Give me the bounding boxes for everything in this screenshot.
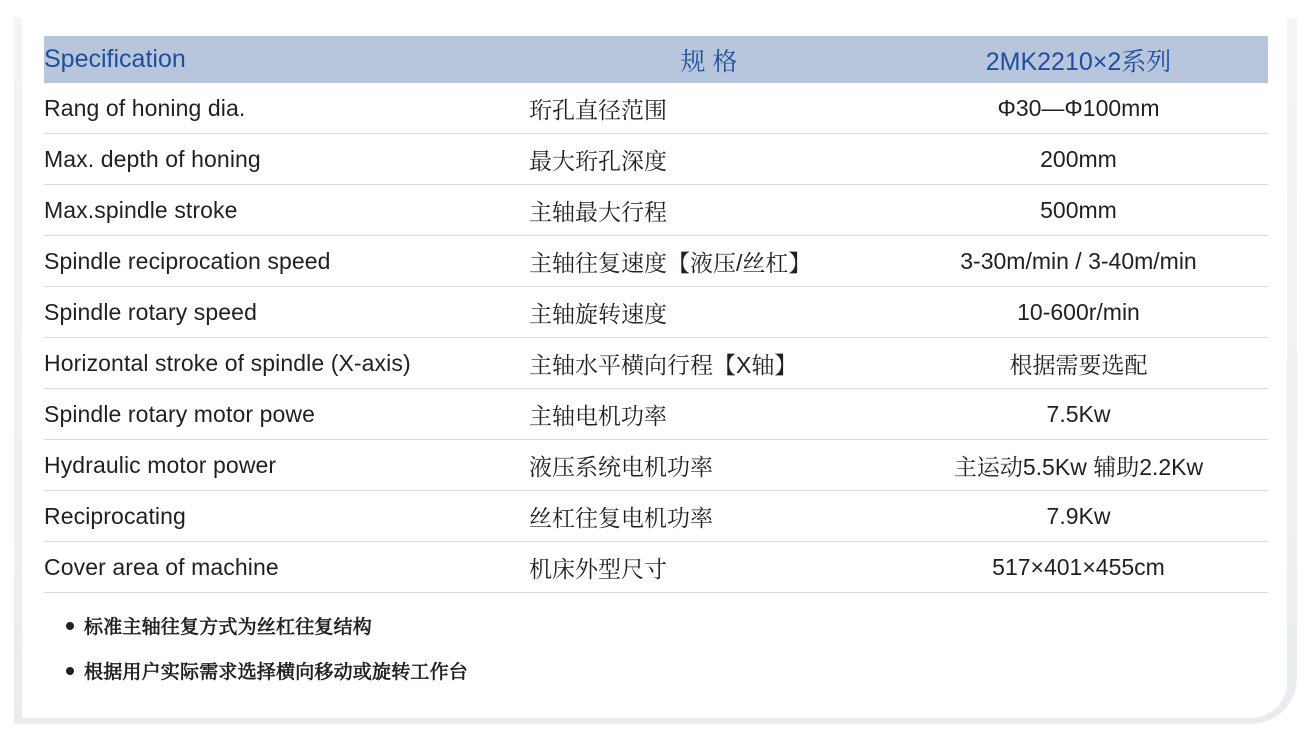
column-header-specification-cn: 规 格 (529, 36, 889, 83)
table-row (44, 134, 1268, 185)
footnote-text: 标准主轴往复方式为丝杠往复结构 (84, 616, 373, 638)
row-value: 200mm (889, 134, 1268, 185)
row-label-cn: 主轴往复速度【液压/丝杠】 (529, 236, 889, 287)
table-row (44, 542, 1268, 593)
row-label-cn: 主轴电机功率 (529, 389, 889, 440)
table-row (44, 83, 1268, 134)
row-label-en: Spindle rotary motor powe (44, 389, 529, 440)
row-label-en: Rang of honing dia. (44, 83, 529, 134)
row-value: 500mm (889, 185, 1268, 236)
footnote-item (66, 657, 468, 684)
table-row (44, 185, 1268, 236)
row-label-en: Max. depth of honing (44, 134, 529, 185)
table-body (44, 83, 1268, 593)
row-label-en: Hydraulic motor power (44, 440, 529, 491)
row-label-en: Horizontal stroke of spindle (X-axis) (44, 338, 529, 389)
specification-table (44, 36, 1268, 593)
row-label-cn: 主轴最大行程 (529, 185, 889, 236)
table-row (44, 338, 1268, 389)
row-value: Φ30—Φ100mm (889, 83, 1268, 134)
row-value: 7.9Kw (889, 491, 1268, 542)
row-label-cn: 机床外型尺寸 (529, 542, 889, 593)
row-label-en: Cover area of machine (44, 542, 529, 593)
bullet-icon (66, 622, 74, 630)
table-row (44, 287, 1268, 338)
row-label-cn: 主轴水平横向行程【X轴】 (529, 338, 889, 389)
footnote-text: 根据用户实际需求选择横向移动或旋转工作台 (84, 661, 469, 683)
row-value: 7.5Kw (889, 389, 1268, 440)
row-label-cn: 主轴旋转速度 (529, 287, 889, 338)
row-label-en: Reciprocating (44, 491, 529, 542)
table-header (44, 36, 1268, 83)
footnotes (66, 612, 468, 702)
table-row (44, 236, 1268, 287)
table-row (44, 389, 1268, 440)
footnote-item (66, 612, 468, 639)
table-row (44, 491, 1268, 542)
specification-table-container (44, 36, 1268, 593)
row-label-en: Spindle rotary speed (44, 287, 529, 338)
row-label-cn: 丝杠往复电机功率 (529, 491, 889, 542)
row-label-cn: 液压系统电机功率 (529, 440, 889, 491)
row-value: 主运动5.5Kw 辅助2.2Kw (889, 440, 1268, 491)
column-header-specification-en: Specification (44, 36, 529, 83)
row-value: 3-30m/min / 3-40m/min (889, 236, 1268, 287)
row-value: 10-600r/min (889, 287, 1268, 338)
table-row (44, 440, 1268, 491)
row-value: 517×401×455cm (889, 542, 1268, 593)
row-label-en: Max.spindle stroke (44, 185, 529, 236)
row-value: 根据需要选配 (889, 338, 1268, 389)
bullet-icon (66, 667, 74, 675)
row-label-cn: 最大珩孔深度 (529, 134, 889, 185)
row-label-en: Spindle reciprocation speed (44, 236, 529, 287)
table-header-row (44, 36, 1268, 83)
column-header-model: 2MK2210×2系列 (889, 36, 1268, 83)
row-label-cn: 珩孔直径范围 (529, 83, 889, 134)
